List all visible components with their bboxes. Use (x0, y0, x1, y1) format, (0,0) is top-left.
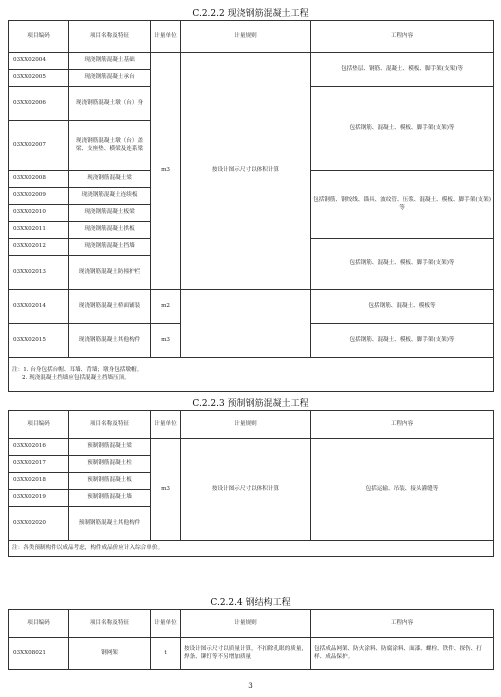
item-code: 03XX02018 (9, 473, 69, 490)
table-row (9, 439, 494, 456)
table-row (9, 290, 494, 324)
item-name: 现浇钢筋混凝土梁 (69, 171, 151, 188)
item-name: 现浇钢筋混凝土挡墙 (69, 239, 151, 256)
table-note (9, 358, 494, 392)
item-code: 03XX02009 (9, 188, 69, 205)
header-cell: 工程内容 (311, 411, 494, 439)
content-cell: 包括钢筋、钢绞线、锚具、波纹管、压浆、混凝土、模板、脚手架(支架)等 (311, 171, 494, 239)
table-note-row (9, 541, 494, 557)
unit-cell: m3 (151, 324, 181, 358)
content-cell: 包括钢筋、混凝土、模板、脚手架(支架)等 (311, 324, 494, 358)
header-cell: 计量单位 (151, 21, 181, 53)
header-cell: 计量单位 (151, 610, 181, 638)
header-cell: 计量规则 (181, 411, 311, 439)
table-header-row (9, 610, 494, 638)
content-cell: 包括钢筋、混凝土、模板等 (311, 290, 494, 324)
item-code: 03XX02005 (9, 70, 69, 87)
header-cell: 项目名称及特征 (69, 610, 151, 638)
item-name: 现浇钢筋混凝土板梁 (69, 205, 151, 222)
unit-cell: m3 (151, 53, 181, 290)
rule-cell: 按设计图示尺寸以质量计算，不扣除孔眼的质量，焊条、铆钉等不另增加质量 (181, 638, 311, 670)
header-cell: 项目编码 (9, 411, 69, 439)
item-code: 03XX08021 (9, 638, 69, 670)
item-name: 现浇钢筋混凝土拱板 (69, 222, 151, 239)
item-code: 03XX02006 (9, 87, 69, 121)
header-cell: 工程内容 (311, 610, 494, 638)
header-cell: 项目编码 (9, 610, 69, 638)
content-cell: 包括垫层、钢筋、混凝土、模板、脚手架(支架)等 (311, 53, 494, 87)
item-code: 03XX02019 (9, 490, 69, 507)
item-name: 预制钢筋混凝土墙 (69, 490, 151, 507)
content-cell: 包括运输、吊装、接头灌缝等 (311, 439, 494, 541)
header-cell: 计量规则 (181, 610, 311, 638)
item-name: 钢网架 (69, 638, 151, 670)
item-code: 03XX02008 (9, 171, 69, 188)
table-row (9, 53, 494, 70)
item-code: 03XX02016 (9, 439, 69, 456)
note-line: 2. 现浇混凝土挡墙应包括混凝土挡墙压顶。 (22, 374, 130, 381)
item-code: 03XX02017 (9, 456, 69, 473)
item-name: 现浇钢筋混凝土连续板 (69, 188, 151, 205)
cast-in-place-concrete-table (8, 20, 494, 392)
item-code: 03XX02007 (9, 121, 69, 171)
header-cell: 计量规则 (181, 21, 311, 53)
content-cell: 包括成品网架、防火涂料、防腐涂料、面漆、螺栓、铁件、探伤、打样、成品保护。 (311, 638, 494, 670)
section-title: C.2.2.4 钢结构工程 (210, 598, 291, 608)
table-note-row (9, 358, 494, 392)
content-cell: 包括钢筋、混凝土、模板、脚手架(支架)等 (311, 87, 494, 171)
item-name: 现浇钢筋混凝土桥面铺装 (69, 290, 151, 324)
header-cell: 项目编码 (9, 21, 69, 53)
item-code: 03XX02014 (9, 290, 69, 324)
header-cell: 项目名称及特征 (69, 411, 151, 439)
rule-cell: 按设计图示尺寸以体积计算 (181, 53, 311, 290)
header-cell: 计量单位 (151, 411, 181, 439)
header-cell: 工程内容 (311, 21, 494, 53)
item-name: 现浇钢筋混凝土基础 (69, 53, 151, 70)
precast-concrete-table (8, 410, 494, 557)
unit-cell: m3 (151, 439, 181, 541)
section-title: C.2.2.2 现浇钢筋混凝土工程 (192, 9, 309, 19)
rule-cell: 按设计图示尺寸以体积计算 (181, 439, 311, 541)
item-name: 现浇钢筋混凝土其他构件 (69, 324, 151, 358)
table-row (9, 638, 494, 670)
item-name: 预制钢筋混凝土柱 (69, 456, 151, 473)
item-name: 预制钢筋混凝土板 (69, 473, 151, 490)
item-code: 03XX02004 (9, 53, 69, 70)
table-note: 注：各类预制构件以成品考虑，构件成品价应计入综合单价。 (9, 541, 494, 557)
section-title: C.2.2.3 预制钢筋混凝土工程 (192, 399, 309, 409)
steel-structure-table (8, 609, 494, 670)
item-name: 现浇钢筋混凝土承台 (69, 70, 151, 87)
table-header-row (9, 411, 494, 439)
item-code: 03XX02011 (9, 222, 69, 239)
page-number: 3 (248, 682, 253, 690)
item-code: 03XX02020 (9, 507, 69, 541)
item-name: 现浇钢筋混凝土墩（台）身 (69, 87, 151, 121)
item-name: 现浇钢筋混凝土防撞护栏 (69, 256, 151, 290)
item-name: 现浇钢筋混凝土墩（台）盖梁、支座垫、横梁及连系梁 (69, 121, 151, 171)
item-code: 03XX02013 (9, 256, 69, 290)
item-code: 03XX02012 (9, 239, 69, 256)
rule-cell (181, 290, 311, 358)
table-header-row (9, 21, 494, 53)
item-code: 03XX02015 (9, 324, 69, 358)
header-cell: 项目名称及特征 (69, 21, 151, 53)
item-name: 预制钢筋混凝土其他构件 (69, 507, 151, 541)
item-name: 预制钢筋混凝土梁 (69, 439, 151, 456)
content-cell: 包括钢筋、混凝土、模板、脚手架(支架)等 (311, 239, 494, 290)
unit-cell: t (151, 638, 181, 670)
item-code: 03XX02010 (9, 205, 69, 222)
note-line: 注：1. 台身包括台帽、耳墙、背墙；墩身包括墩帽。 (12, 366, 143, 373)
unit-cell: m2 (151, 290, 181, 324)
